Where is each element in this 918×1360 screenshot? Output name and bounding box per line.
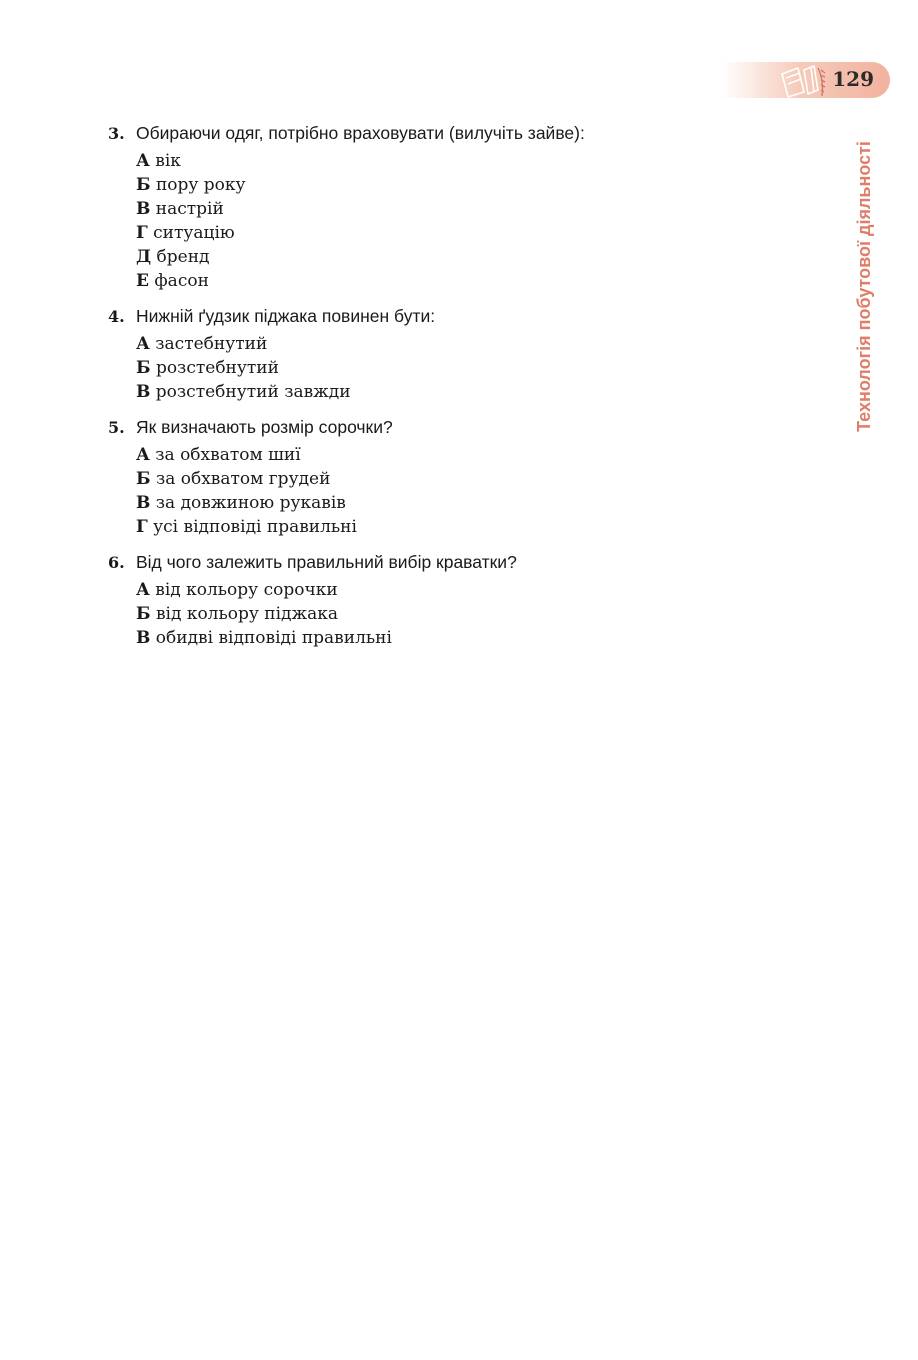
answer-option xyxy=(136,380,808,404)
option-text: пору року xyxy=(155,175,246,195)
page-number-badge xyxy=(722,62,890,98)
answer-option xyxy=(136,269,808,293)
answer-option xyxy=(136,602,808,626)
option-letter: Е xyxy=(136,271,149,291)
side-title-text: Технологія побутової діяльності xyxy=(853,141,874,432)
option-letter: В xyxy=(136,493,151,513)
answer-option xyxy=(136,173,808,197)
question-text: Як визначають розмір сорочки? xyxy=(136,417,393,437)
answer-option xyxy=(136,221,808,245)
option-letter: Б xyxy=(136,469,151,489)
tools-icon xyxy=(778,64,834,98)
option-letter: Д xyxy=(136,247,152,267)
option-text: фасон xyxy=(154,271,209,291)
answer-option xyxy=(136,149,808,173)
option-letter: А xyxy=(136,580,150,600)
option-letter: А xyxy=(136,334,150,354)
answer-option xyxy=(136,197,808,221)
question-text: Обираючи одяг, потрібно враховувати (вилучіть зайве): xyxy=(136,123,585,143)
question-line xyxy=(108,120,808,147)
question-number: 4. xyxy=(108,307,125,326)
answer-options xyxy=(136,578,808,650)
option-text: настрій xyxy=(155,199,224,219)
answer-option xyxy=(136,356,808,380)
question-number: 5. xyxy=(108,418,125,437)
option-letter: Б xyxy=(136,175,151,195)
question-line xyxy=(108,414,808,441)
option-letter: В xyxy=(136,199,151,219)
question-item xyxy=(108,303,808,404)
question-item xyxy=(108,414,808,539)
question-line xyxy=(108,303,808,330)
option-text: ситуацію xyxy=(153,223,235,243)
option-text: вік xyxy=(155,151,181,171)
option-text: від кольору сорочки xyxy=(155,580,338,600)
page-number: 129 xyxy=(832,67,874,91)
option-letter: В xyxy=(136,382,151,402)
option-letter: А xyxy=(136,151,150,171)
option-text: застебнутий xyxy=(155,334,268,354)
answer-option xyxy=(136,626,808,650)
question-text: Від чого залежить правильний вибір краватки? xyxy=(136,552,517,572)
section-side-title xyxy=(852,124,876,449)
option-text: за довжиною рукавів xyxy=(155,493,346,513)
option-text: усі відповіді правильні xyxy=(153,517,357,537)
question-text: Нижній ґудзик піджака повинен бути: xyxy=(136,306,436,326)
answer-option xyxy=(136,515,808,539)
answer-options xyxy=(136,443,808,539)
option-text: обидві відповіді правильні xyxy=(155,628,392,648)
option-text: за обхватом грудей xyxy=(155,469,331,489)
option-text: бренд xyxy=(156,247,210,267)
answer-option xyxy=(136,332,808,356)
option-letter: А xyxy=(136,445,150,465)
option-text: за обхватом шиї xyxy=(155,445,301,465)
option-letter: Б xyxy=(136,358,151,378)
questions-list xyxy=(108,120,808,660)
answer-option xyxy=(136,578,808,602)
option-text: розстебнутий xyxy=(155,358,279,378)
question-item xyxy=(108,549,808,650)
answer-option xyxy=(136,245,808,269)
question-line xyxy=(108,549,808,576)
option-letter: Г xyxy=(136,517,148,537)
option-text: розстебнутий завжди xyxy=(155,382,351,402)
option-letter: Г xyxy=(136,223,148,243)
answer-options xyxy=(136,332,808,404)
option-text: від кольору піджака xyxy=(155,604,339,624)
answer-option xyxy=(136,467,808,491)
answer-option xyxy=(136,491,808,515)
question-number: 3. xyxy=(108,124,125,143)
question-number: 6. xyxy=(108,553,125,572)
option-letter: Б xyxy=(136,604,151,624)
question-item xyxy=(108,120,808,293)
answer-option xyxy=(136,443,808,467)
answer-options xyxy=(136,149,808,293)
option-letter: В xyxy=(136,628,151,648)
